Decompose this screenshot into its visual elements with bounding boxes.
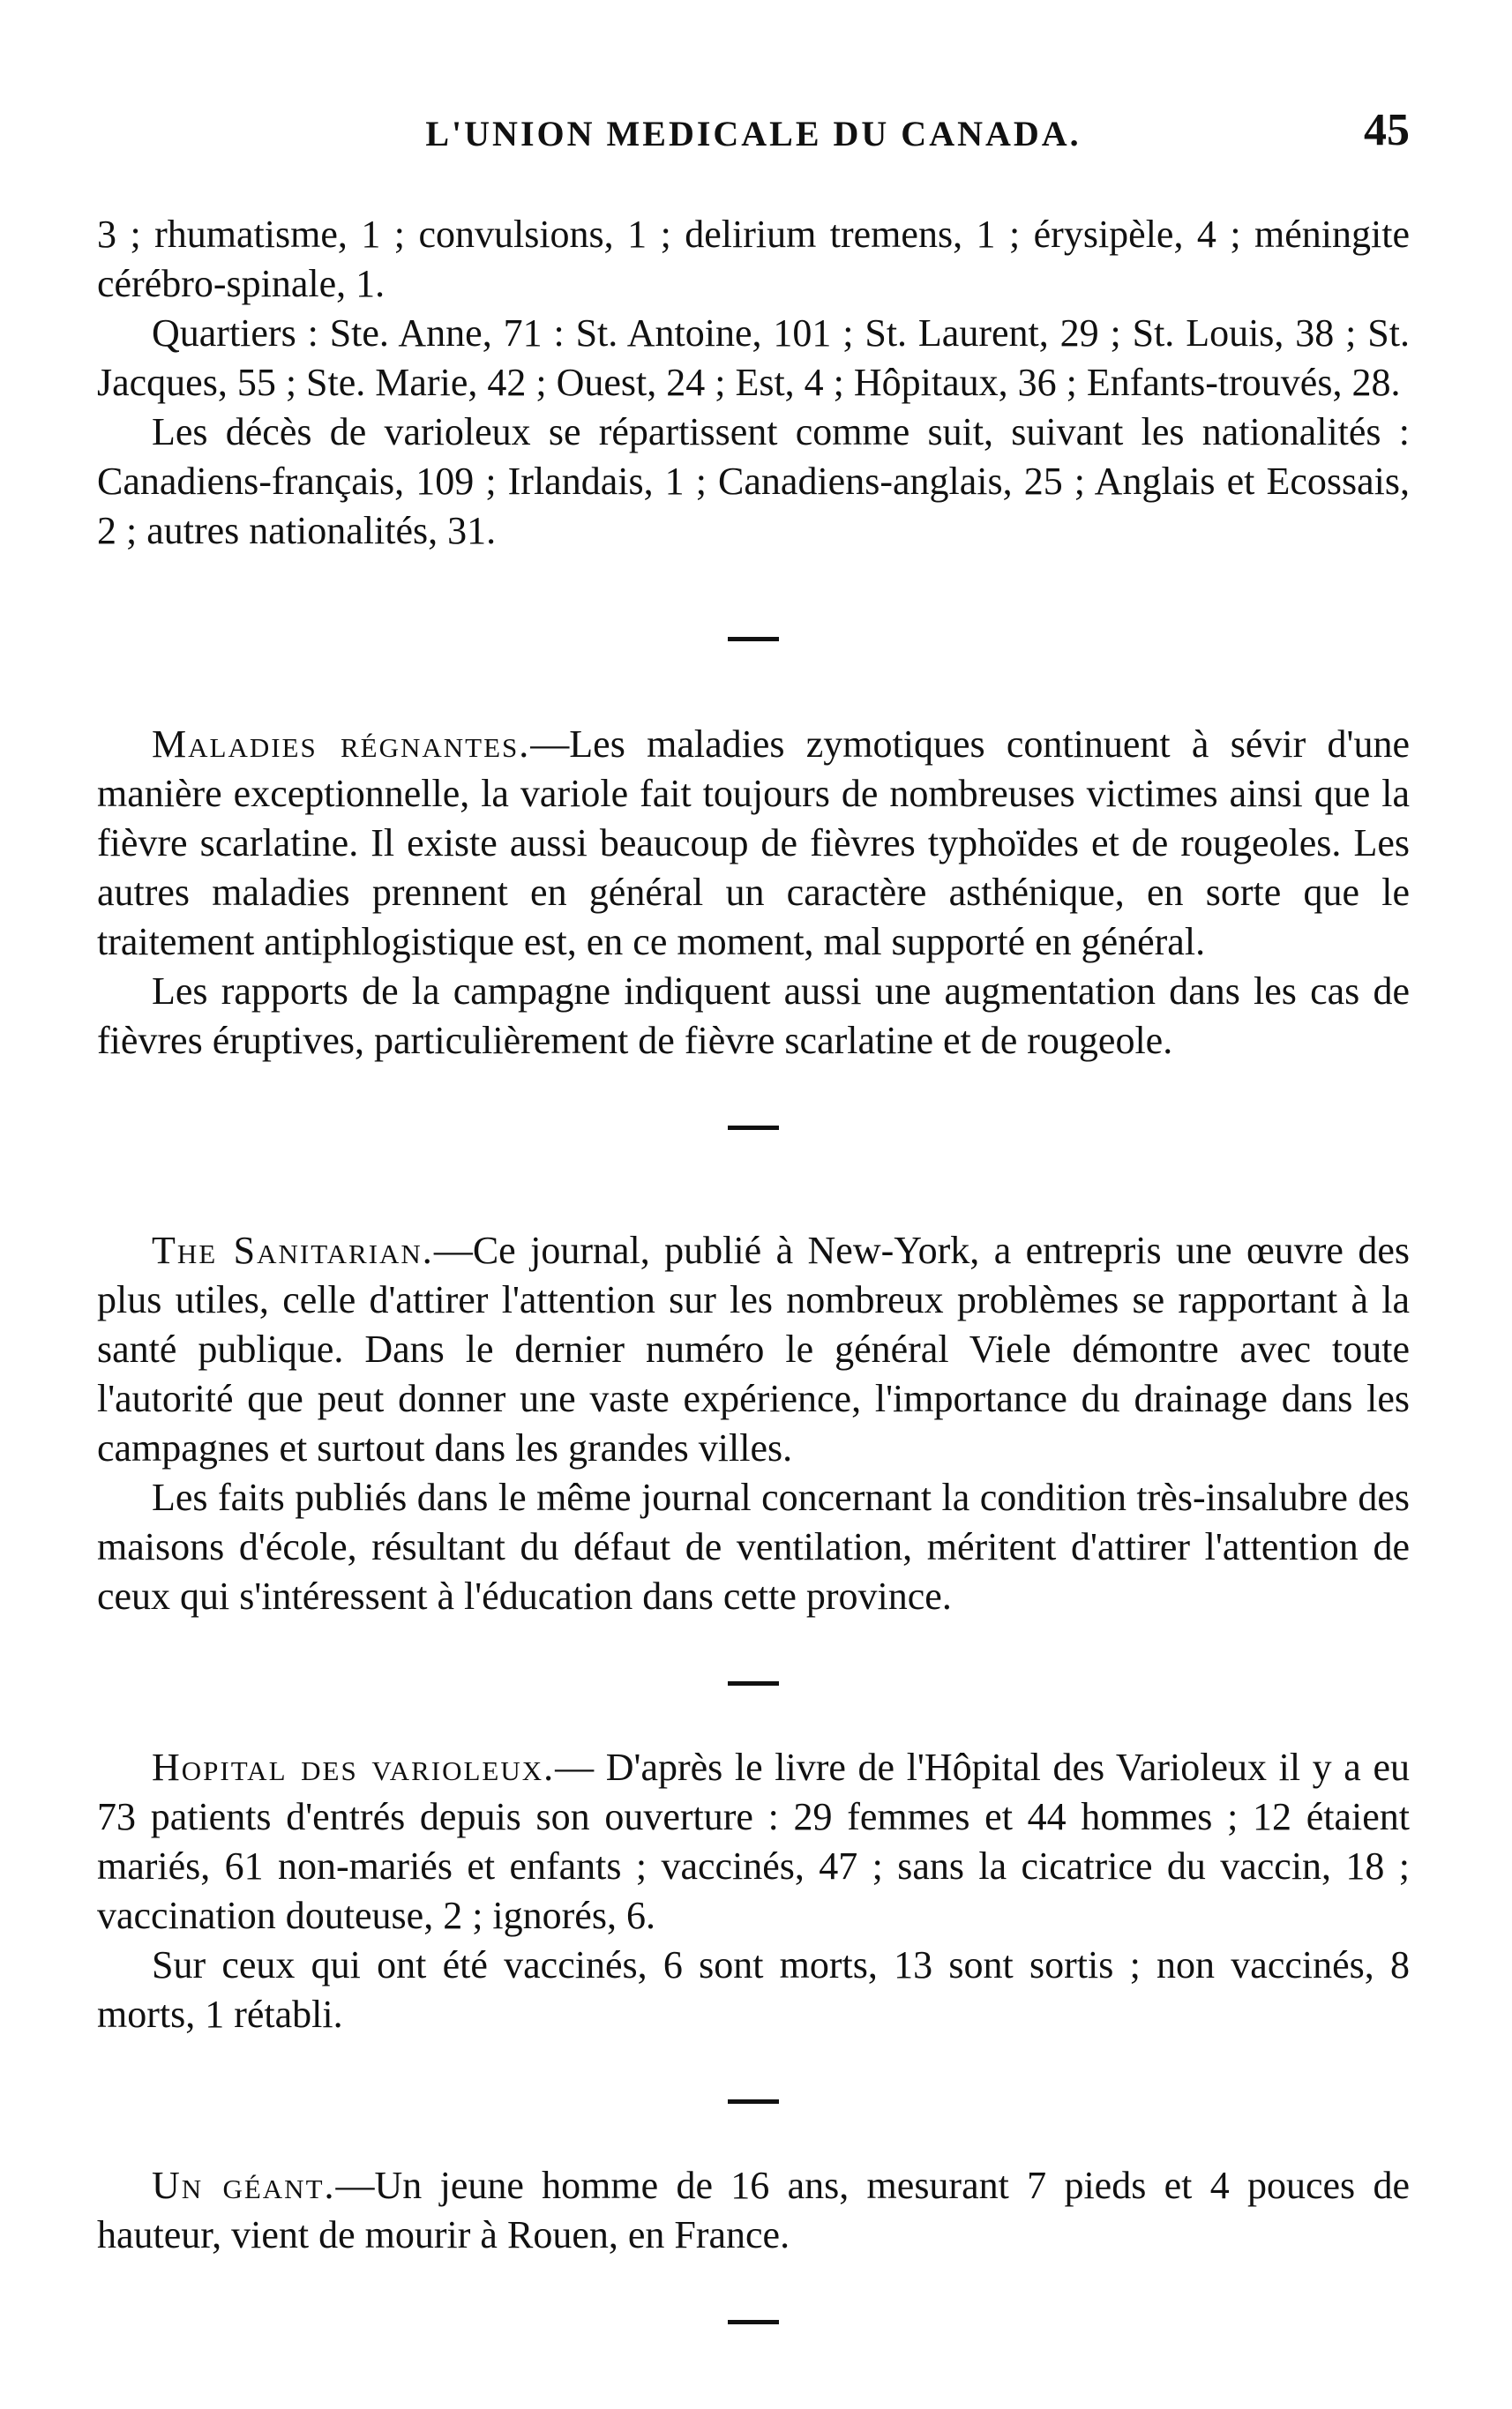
section-title: Hopital des varioleux. [152, 1746, 556, 1789]
paragraph-rapports-campagne: Les rapports de la campagne indiquent aussi une augmentation dans les cas de fièvres éruptives, particulièrement de fièvre scarlatine et de rougeole. [97, 969, 1410, 1062]
page-number: 45 [1364, 105, 1410, 155]
section-divider [97, 1118, 1410, 1134]
paragraph-vaccines: Sur ceux qui ont été vaccinés, 6 sont morts, 13 sont sortis ; non vaccinés, 8 morts, 1 rétabli. [97, 1943, 1410, 2036]
page-body [97, 210, 1410, 2329]
section-divider [97, 2092, 1410, 2108]
paragraph-quartiers: Quartiers : Ste. Anne, 71 : St. Antoine, 101 ; St. Laurent, 29 ; St. Louis, 38 ; St. Jacques, 55 ; Ste. Marie, 42 ; Ouest, 24 ; Est, 4 ; Hôpitaux, 36 ; Enfants-trouvés, 28. [97, 311, 1410, 404]
section-title: Un géant. [152, 2164, 336, 2207]
section-text: —Un jeune homme de 16 ans, mesurant 7 pieds et 4 pouces de hauteur, vient de mourir à Rouen, en France. [97, 2164, 1411, 2256]
section-sanitarian [97, 1226, 1410, 1473]
section-divider [97, 630, 1410, 646]
section-text: —Ce journal, publié à New-York, a entrepris une œuvre des plus utiles, celle d'attirer l'attention sur les nombreux problèmes se rapportant à la santé publique. Dans le dernier numéro le général Viele démontre avec toute l'autorité que peut donner une vaste expérience, l'importance du drainage dans les campagnes et surtout dans les grandes villes. [97, 1229, 1410, 1470]
section-divider [97, 1674, 1410, 1690]
section-maladies-regnantes [97, 720, 1410, 967]
page-header [97, 105, 1410, 166]
section-divider [97, 2313, 1410, 2329]
section-text: —Les maladies zymotiques continuent à sévir d'une manière exceptionnelle, la variole fait toujours de nombreuses victimes ainsi que la fièvre scarlatine. Il existe aussi beaucoup de fièvres typhoïdes et de rougeoles. Les autres maladies prennent en général un caractère asthénique, en sorte que le traitement antiphlogistique est, en ce moment, mal supporté en général. [97, 722, 1410, 963]
running-title: L'UNION MEDICALE DU CANADA. [425, 114, 1082, 153]
paragraph-maisons-ecole: Les faits publiés dans le même journal concernant la condition très-insalubre des maisons d'école, résultant du défaut de ventilation, méritent d'attirer l'attention de ceux qui s'intéressent à l'éducation dans cette province. [97, 1476, 1410, 1618]
section-title: The Sanitarian. [152, 1229, 434, 1272]
section-hopital-varioleux [97, 1743, 1410, 1941]
section-text: — D'après le livre de l'Hôpital des Varioleux il y a eu 73 patients d'entrés depuis son ouverture : 29 femmes et 44 hommes ; 12 étaient mariés, 61 non-mariés et enfants ; vaccinés, 47 ; sans la cicatrice du vaccin, 18 ; vaccination douteuse, 2 ; ignorés, 6. [97, 1746, 1410, 1937]
paragraph-nationalites: Les décès de varioleux se répartissent comme suit, suivant les nationalités : Canadiens-français, 109 ; Irlandais, 1 ; Canadiens-anglais, 25 ; Anglais et Ecossais, 2 ; autres nationalités, 31. [97, 410, 1410, 552]
section-un-geant [97, 2161, 1410, 2260]
paragraph-disease-list: 3 ; rhumatisme, 1 ; convulsions, 1 ; delirium tremens, 1 ; érysipèle, 4 ; méningite cérébro-spinale, 1. [97, 213, 1410, 305]
section-title: Maladies régnantes. [152, 722, 531, 766]
